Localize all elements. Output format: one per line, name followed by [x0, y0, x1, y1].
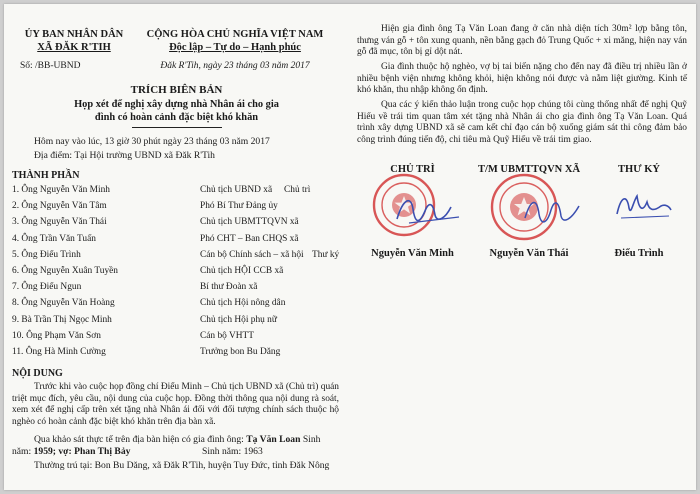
- survey-birth-label: Sinh: [300, 434, 321, 445]
- participant-name: 11. Ông Hà Minh Cường: [12, 347, 106, 357]
- title-underline: [132, 127, 222, 128]
- participant-position: Chủ tịch Hội nông dân: [200, 298, 286, 309]
- survey-year: 1959: [33, 446, 53, 457]
- document-number: Số: /BB-UBND: [20, 61, 81, 71]
- national-motto: Độc lập – Tự do – Hạnh phúc: [169, 42, 301, 53]
- survey-wife: Phan Thị Bảy: [74, 446, 131, 457]
- secretary-signature-icon: [607, 184, 677, 229]
- signature-name-secretary: Điểu Trình: [614, 248, 664, 259]
- org-line1: ỦY BAN NHÂN DÂN: [24, 29, 124, 40]
- document-subtitle-line2: đình có hoàn cảnh đặc biệt khó khăn: [94, 112, 259, 123]
- signature-name-chair: Nguyễn Văn Minh: [371, 248, 454, 259]
- participant-position: Cán bộ VHTT: [200, 330, 254, 341]
- signature-title-chair: CHỦ TRÌ: [390, 164, 435, 175]
- housing-paragraph: Hiện gia đình ông Tạ Văn Loan đang ở căn nhà diện tích 30m² lợp bằng tôn, thưng ván gỗ + tôn xung quanh, nền bằng gạch đỏ Trung Quốc + xi măng, hiện nay ván gỗ đã mục, tôn bị gỉ dột nát.: [357, 24, 687, 58]
- participant-name: 4. Ông Trần Văn Tuấn: [12, 233, 96, 244]
- document-subtitle-line1: Họp xét để nghị xây dựng nhà Nhân ái cho gia: [74, 99, 279, 110]
- country-name: CỘNG HÒA CHỦ NGHĨA VIỆT NAM: [146, 29, 324, 40]
- participant-position: Trưởng bon Bu Dăng: [200, 347, 281, 357]
- document-date: Đăk R'Tih, ngày 23 tháng 03 năm 2017: [160, 61, 310, 71]
- participant-name: 5. Ông Điểu Trình: [12, 249, 81, 260]
- right-page: [349, 4, 696, 490]
- participant-position: Chủ tịch UBMTTQVN xã: [200, 217, 299, 228]
- content-heading: NỘI DUNG: [12, 368, 63, 379]
- participant-name: 10. Ông Phạm Văn Sơn: [12, 330, 101, 341]
- content-paragraph: Trước khi vào cuộc họp đồng chí Điểu Minh – Chủ tịch UBND xã (Chủ trì) quán triệt mục đích, yêu cầu, nội dung của cuộc họp. Đồng thời thông qua nội dung rà soát, xem xét để nghị cấp trên xét tặng nhà Nhân ái đối với đối tượng chính sách thuộc hộ nghèo có hoàn cảnh đặc biệt khó khăn trên địa bàn xã.: [12, 382, 339, 427]
- participant-name: 7. Ông Điểu Ngun: [12, 282, 82, 293]
- document-sheet: [4, 4, 696, 490]
- participant-position: Chủ tịch UBND xã: [200, 185, 273, 195]
- participant-position: Cán bộ Chính sách – xã hội: [200, 249, 304, 260]
- participant-role: Chủ trì: [284, 185, 311, 195]
- survey-wife-prefix: ; vợ:: [52, 446, 75, 457]
- participant-position: Phó Bí Thư Đảng ủy: [200, 201, 278, 212]
- participant-name: 3. Ông Nguyễn Văn Thái: [12, 217, 107, 228]
- participant-position: Phó CHT – Ban CHQS xã: [200, 233, 299, 244]
- document-title: TRÍCH BIÊN BẢN: [130, 84, 223, 96]
- participant-name: 9. Bà Trần Thị Ngọc Minh: [12, 314, 112, 325]
- decision-paragraph: Qua các ý kiến thảo luận trong cuộc họp chúng tôi cùng thống nhất để nghị Quỹ Hiếu về trái tim quan tâm xét tặng nhà Nhân ái cho gia đình ông Tạ Văn Loan. Quá trình xây dựng UBND xã sẽ cam kết chỉ đạo cán bộ xuống giám sát thi công đảm bảo công trình đúng tiến độ, chi tiêu mà Quỹ Hiếu về trái tim giao.: [357, 100, 687, 145]
- org-line2: XÃ ĐĂK R'TIH: [37, 42, 111, 53]
- participant-role: Thư ký: [312, 249, 340, 260]
- signature-title-secretary: THƯ KÝ: [618, 164, 660, 175]
- survey-year-prefix: năm:: [12, 446, 34, 457]
- meeting-place: Địa điểm: Tại Hội trường UBND xã Đăk R'Tih: [34, 150, 215, 161]
- front-signature-icon: [519, 190, 589, 235]
- survey-line: [34, 434, 320, 445]
- signature-name-front: Nguyễn Văn Thái: [489, 248, 569, 259]
- participant-position: Chủ tịch Hội phụ nữ: [200, 314, 277, 325]
- survey-name: Tạ Văn Loan: [246, 434, 301, 445]
- participants-heading: THÀNH PHẦN: [12, 170, 80, 181]
- participant-name: 1. Ông Nguyễn Văn Minh: [12, 185, 110, 195]
- participant-name: 8. Ông Nguyễn Văn Hoàng: [12, 298, 115, 309]
- left-page: [4, 4, 349, 490]
- survey-prefix: Qua khảo sát thực tế trên địa bàn hiện có gia đình ông:: [34, 434, 247, 445]
- chair-signature-icon: [389, 189, 469, 234]
- participant-name: 2. Ông Nguyễn Văn Tâm: [12, 201, 107, 212]
- survey-line2: [12, 446, 130, 457]
- residence: Thường trú tại: Bon Bu Dăng, xã Đăk R'Tih, huyện Tuy Đức, tỉnh Đăk Nông: [34, 460, 330, 471]
- meeting-time: Hôm nay vào lúc, 13 giờ 30 phút ngày 23 tháng 03 năm 2017: [34, 136, 270, 147]
- survey-wife-birth: Sinh năm: 1963: [202, 446, 263, 457]
- health-paragraph: Gia đình thuộc hộ nghèo, vợ bị tai biến nặng cho đến nay đã điều trị nhiều lần ở nhiều bệnh viện nhưng không khỏi, hiện không nói được và nằm liệt giường. Kinh tế khó khăn, thu nhập không ổn định.: [357, 62, 687, 96]
- participant-name: 6. Ông Nguyễn Xuân Tuyền: [12, 266, 118, 276]
- participant-position: Chủ tịch HỘI CCB xã: [200, 266, 284, 276]
- participant-position: Bí thư Đoàn xã: [200, 282, 258, 293]
- signature-title-front: T/M UBMTTQVN XÃ: [477, 164, 581, 175]
